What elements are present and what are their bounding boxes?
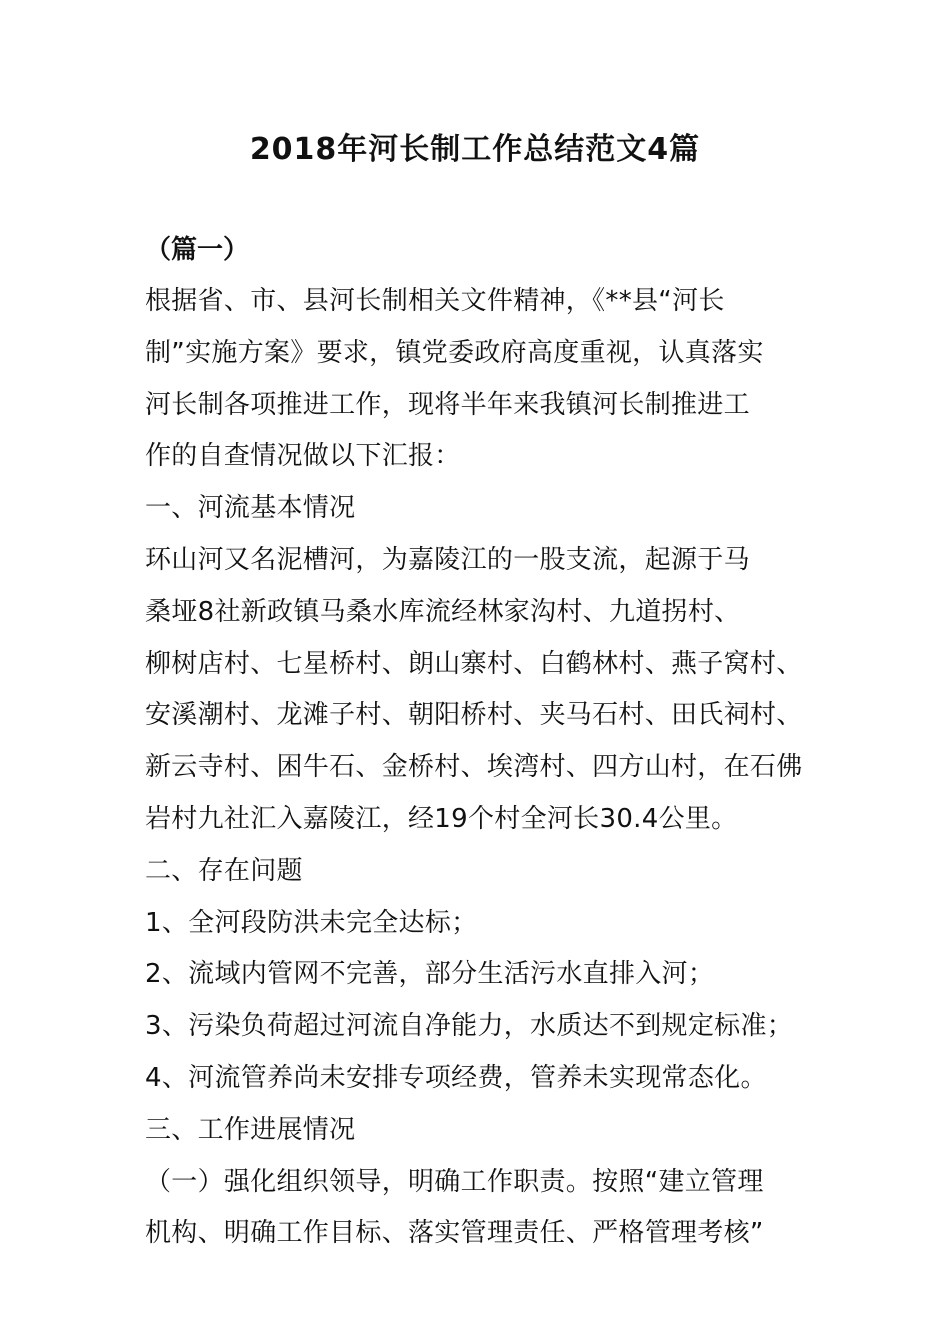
section-label: （篇一） xyxy=(145,235,250,265)
body-line: 新云寺村、困牛石、金桥村、埃湾村、四方山村，在石佛 xyxy=(145,752,803,783)
body-line: （一）强化组织领导，明确工作职责。按照“建立管理 xyxy=(145,1166,764,1197)
body-line: 环山河又名泥槽河，为嘉陵江的一股支流，起源于马 xyxy=(145,544,750,575)
body-line: 根据省、市、县河长制相关文件精神，《**县“河长 xyxy=(145,286,725,316)
body-line: 制”实施方案》要求，镇党委政府高度重视，认真落实 xyxy=(145,337,764,368)
list-item: 4、河流管养尚未安排专项经费，管养未实现常态化。 xyxy=(145,1062,767,1093)
document-title: 2018年河长制工作总结范文4篇 xyxy=(249,132,701,167)
heading-river-overview: 一、河流基本情况 xyxy=(145,493,356,524)
heading-work-progress: 三、工作进展情况 xyxy=(145,1114,356,1145)
list-item: 1、全河段防洪未完全达标； xyxy=(145,907,478,938)
body-line: 桑垭8社新政镇马桑水库流经林家沟村、九道拐村、 xyxy=(145,596,741,627)
body-line: 柳树店村、七星桥村、朗山寨村、白鹤林村、燕子窝村、 xyxy=(145,648,803,679)
body-line: 岩村九社汇入嘉陵江，经19个村全河长30.4公里。 xyxy=(145,803,738,834)
heading-existing-problems: 二、存在问题 xyxy=(145,855,303,886)
body-line: 河长制各项推进工作，现将半年来我镇河长制推进工 xyxy=(145,389,750,420)
list-item: 2、流域内管网不完善，部分生活污水直排入河； xyxy=(145,959,715,990)
body-line: 安溪潮村、龙滩子村、朝阳桥村、夹马石村、田氏祠村、 xyxy=(145,700,803,731)
list-item: 3、污染负荷超过河流自净能力，水质达不到规定标准； xyxy=(145,1011,794,1042)
document-body xyxy=(145,224,825,1260)
body-line: 作的自查情况做以下汇报： xyxy=(145,441,461,472)
body-line: 机构、明确工作目标、落实管理责任、严格管理考核” xyxy=(145,1218,764,1249)
